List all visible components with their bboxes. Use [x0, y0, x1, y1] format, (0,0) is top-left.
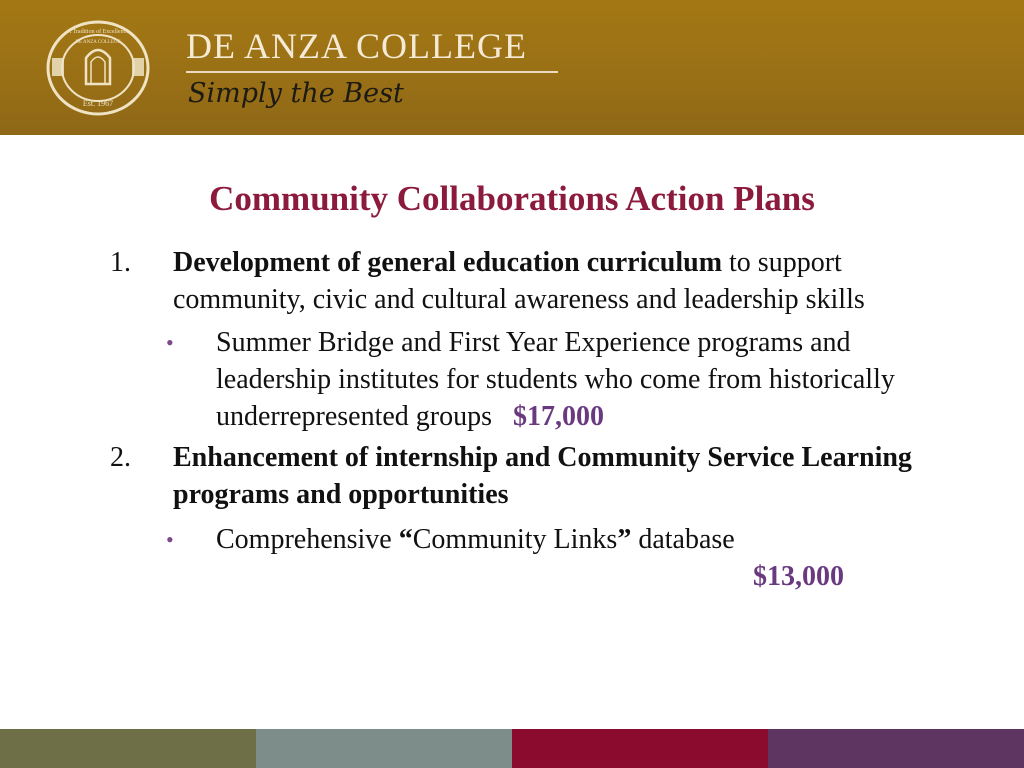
sub-list-item [110, 521, 970, 558]
bullet-icon: • [166, 330, 174, 355]
footer-band-olive [0, 729, 256, 768]
sub-item-text: Comprehensive [216, 524, 399, 555]
footer-color-bands [0, 729, 1024, 768]
item-heading: Enhancement of internship and Community Service Learning programs and opportunities [173, 442, 912, 510]
item-description: to support community, civic and cultural awareness and leadership skills [173, 247, 865, 315]
slide-title: Community Collaborations Action Plans [209, 179, 815, 218]
list-item [110, 244, 970, 318]
item-heading: Development of general education curriculum [173, 247, 723, 278]
item-number: 1. [110, 247, 131, 278]
brand-tagline: Simply the Best [188, 78, 404, 109]
action-plan-list [110, 244, 970, 595]
list-item [110, 439, 970, 513]
footer-band-crimson [512, 729, 768, 768]
budget-amount: $13,000 [753, 561, 844, 592]
budget-amount: $17,000 [513, 401, 605, 432]
seal-established: Est. 1967 [82, 99, 114, 108]
item-number: 2. [110, 442, 131, 473]
sub-item-text-end: database [631, 524, 735, 555]
sub-item-text: Summer Bridge and First Year Experience programs and leadership institutes for students who come from historically underrepresented groups [216, 327, 895, 432]
bullet-icon: • [166, 527, 174, 552]
header-banner [0, 0, 1024, 135]
brand-name: DE ANZA COLLEGE [186, 26, 527, 66]
quoted-name: Community Links [412, 524, 618, 555]
brand-divider [186, 71, 558, 73]
college-seal-logo [42, 18, 154, 118]
open-quote: “ [398, 524, 413, 555]
footer-band-slate [256, 729, 512, 768]
footer-band-plum [768, 729, 1024, 768]
seal-ring-text: A Tradition of Excellence [67, 29, 129, 35]
sub-list-item [110, 324, 970, 435]
close-quote: ” [617, 524, 632, 555]
seal-inner-text: DE ANZA COLLEGE [75, 40, 121, 45]
